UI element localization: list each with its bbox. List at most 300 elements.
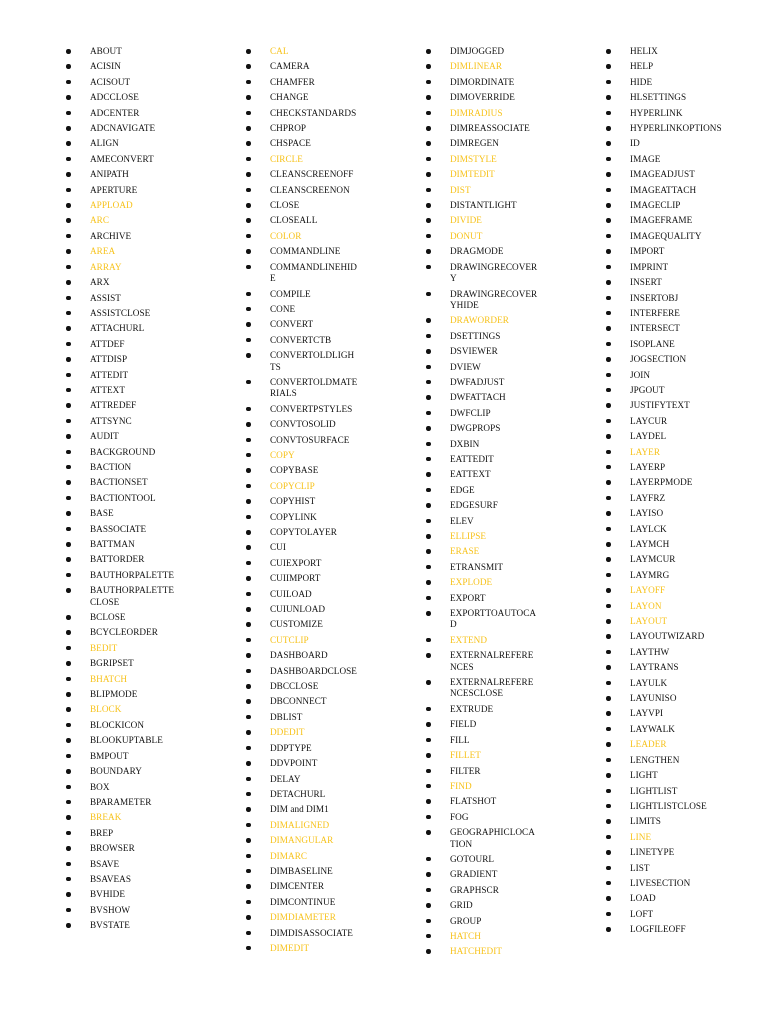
command-label: ISOPLANE <box>630 338 675 349</box>
list-item <box>606 708 724 723</box>
list-item <box>426 900 538 915</box>
command-label: ANIPATH <box>90 169 129 180</box>
list-item <box>66 92 178 107</box>
list-item <box>606 154 724 169</box>
command-label: CONE <box>270 303 296 314</box>
bullet-icon <box>66 296 71 301</box>
command-label: BLOCKICON <box>90 719 145 730</box>
list-item <box>426 200 538 215</box>
command-label: CUILOAD <box>270 588 312 599</box>
highlighted-command-label: DIMRADIUS <box>450 107 503 118</box>
list-item <box>66 431 178 446</box>
command-label: IMAGEADJUST <box>630 169 695 180</box>
list-item <box>606 924 724 939</box>
list-item <box>606 616 724 631</box>
list-item <box>426 946 538 961</box>
command-label: INTERFERE <box>630 307 680 318</box>
command-label: ARCHIVE <box>90 230 132 241</box>
list-item <box>606 447 724 462</box>
command-column-1 <box>66 46 178 936</box>
list-item <box>246 496 358 511</box>
bullet-icon <box>66 342 71 347</box>
bullet-icon <box>426 411 431 416</box>
highlighted-command-label: AREA <box>90 246 116 257</box>
list-item <box>246 820 358 835</box>
list-item <box>66 46 178 61</box>
list-item <box>426 812 538 827</box>
bullet-icon <box>426 949 431 954</box>
list-item <box>246 804 358 819</box>
command-label: LAYUNISO <box>630 693 677 704</box>
command-label: LAYLCK <box>630 523 667 534</box>
list-item <box>606 185 724 200</box>
command-label: APERTURE <box>90 184 138 195</box>
list-item <box>66 246 178 261</box>
command-label: BSAVE <box>90 858 120 869</box>
bullet-icon <box>246 622 251 627</box>
list-item <box>66 585 178 612</box>
bullet-icon <box>606 866 611 871</box>
list-item <box>426 154 538 169</box>
list-item <box>606 108 724 123</box>
command-label: ADCNAVIGATE <box>90 123 156 134</box>
list-item <box>66 920 178 935</box>
list-item <box>66 215 178 230</box>
bullet-icon <box>246 322 251 327</box>
list-item <box>66 874 178 889</box>
command-label: IMPORT <box>630 246 665 257</box>
list-item <box>426 827 538 854</box>
bullet-icon <box>606 373 611 378</box>
bullet-icon <box>426 318 431 323</box>
bullet-icon <box>606 218 611 223</box>
list-item <box>606 477 724 492</box>
list-item <box>66 200 178 215</box>
list-item <box>606 801 724 816</box>
list-item <box>426 562 538 577</box>
list-item <box>246 350 358 377</box>
list-item <box>66 782 178 797</box>
command-label: LAYOUTWIZARD <box>630 631 705 642</box>
list-item <box>426 215 538 230</box>
bullet-icon <box>66 630 71 635</box>
bullet-icon <box>246 715 251 720</box>
bullet-icon <box>426 172 431 177</box>
command-label: DASHBOARDCLOSE <box>270 665 357 676</box>
bullet-icon <box>246 761 251 766</box>
list-item <box>246 61 358 76</box>
bullet-icon <box>606 573 611 578</box>
bullet-icon <box>66 388 71 393</box>
bullet-icon <box>426 919 431 924</box>
list-item <box>426 577 538 592</box>
list-item <box>606 308 724 323</box>
bullet-icon <box>246 353 251 358</box>
highlighted-command-label: COPY <box>270 449 295 460</box>
command-label: IMAGECLIP <box>630 200 681 211</box>
command-label: CHAMFER <box>270 76 315 87</box>
bullet-icon <box>426 442 431 447</box>
command-label: EXTRUDE <box>450 703 494 714</box>
command-label: DDPTYPE <box>270 742 312 753</box>
list-item <box>66 77 178 92</box>
highlighted-command-label: LAYON <box>630 600 662 611</box>
highlighted-command-label: DDEDIT <box>270 727 305 738</box>
bullet-icon <box>426 95 431 100</box>
command-label: INSERTOBJ <box>630 292 679 303</box>
command-label: CONVERTOLDMATERIALS <box>270 376 358 399</box>
bullet-icon <box>606 804 611 809</box>
bullet-icon <box>606 342 611 347</box>
bullet-icon <box>426 365 431 370</box>
bullet-icon <box>66 111 71 116</box>
command-label: ELEV <box>450 515 474 526</box>
command-label: DBCCLOSE <box>270 681 319 692</box>
bullet-icon <box>246 484 251 489</box>
list-item <box>426 869 538 884</box>
command-label: ALIGN <box>90 138 119 149</box>
bullet-icon <box>246 172 251 177</box>
list-item <box>606 647 724 662</box>
list-item <box>246 666 358 681</box>
list-item <box>246 77 358 92</box>
bullet-icon <box>426 596 431 601</box>
list-item <box>426 423 538 438</box>
list-item <box>246 419 358 434</box>
bullet-icon <box>66 862 71 867</box>
list-item <box>66 828 178 843</box>
list-item <box>66 385 178 400</box>
list-item <box>606 539 724 554</box>
list-item <box>426 331 538 346</box>
bullet-icon <box>66 326 71 331</box>
bullet-icon <box>66 496 71 501</box>
list-item <box>426 677 538 704</box>
list-item <box>246 200 358 215</box>
bullet-icon <box>66 465 71 470</box>
command-label: LAYERPMODE <box>630 477 693 488</box>
bullet-icon <box>606 527 611 532</box>
list-item <box>66 138 178 153</box>
bullet-icon <box>66 203 71 208</box>
list-item <box>426 854 538 869</box>
bullet-icon <box>66 557 71 562</box>
list-item <box>66 61 178 76</box>
list-item <box>246 681 358 696</box>
highlighted-command-label: DIMDIAMETER <box>270 912 336 923</box>
highlighted-command-label: ARRAY <box>90 261 122 272</box>
command-label: COMMANDLINE <box>270 246 341 257</box>
bullet-icon <box>426 380 431 385</box>
list-item <box>606 246 724 261</box>
list-item <box>426 377 538 392</box>
bullet-icon <box>246 64 251 69</box>
command-label: ACISOUT <box>90 76 131 87</box>
bullet-icon <box>66 157 71 162</box>
list-item <box>66 524 178 539</box>
command-label: HYPERLINKOPTIONS <box>630 123 722 134</box>
bullet-icon <box>606 141 611 146</box>
list-item <box>66 493 178 508</box>
command-label: DWFCLIP <box>450 407 491 418</box>
list-item <box>66 751 178 766</box>
command-label: CONVTOSOLID <box>270 419 336 430</box>
highlighted-command-label: ERASE <box>450 546 480 557</box>
command-label: BACTIONSET <box>90 477 148 488</box>
list-item <box>606 46 724 61</box>
bullet-icon <box>66 908 71 913</box>
bullet-icon <box>66 265 71 270</box>
command-label: INSERT <box>630 277 662 288</box>
command-label: ETRANSMIT <box>450 561 504 572</box>
command-label: EDGE <box>450 484 475 495</box>
bullet-icon <box>606 588 611 593</box>
list-item <box>66 554 178 569</box>
list-item <box>426 516 538 531</box>
list-item <box>426 262 538 289</box>
command-label: ID <box>630 138 640 149</box>
highlighted-command-label: BHATCH <box>90 673 128 684</box>
bullet-icon <box>246 234 251 239</box>
command-label: DELAY <box>270 773 301 784</box>
command-label: CUSTOMIZE <box>270 619 323 630</box>
bullet-icon <box>426 738 431 743</box>
list-item <box>606 123 724 138</box>
bullet-icon <box>606 696 611 701</box>
command-label: CONVERTOLDLIGHTS <box>270 350 355 372</box>
command-label: BGRIPSET <box>90 658 134 669</box>
bullet-icon <box>606 465 611 470</box>
command-label: CUI <box>270 542 286 553</box>
bullet-icon <box>426 549 431 554</box>
command-label: GEOGRAPHICLOCATION <box>450 827 535 849</box>
command-label: DIMCENTER <box>270 881 325 892</box>
bullet-icon <box>246 931 251 936</box>
list-item <box>246 727 358 742</box>
list-item <box>246 542 358 557</box>
command-label: DRAWINGRECOVERYHIDE <box>450 288 538 310</box>
list-item <box>426 439 538 454</box>
list-item <box>66 735 178 750</box>
bullet-icon <box>606 95 611 100</box>
bullet-icon <box>606 711 611 716</box>
list-item <box>426 781 538 796</box>
command-label: LOFT <box>630 908 654 919</box>
list-item <box>426 885 538 900</box>
bullet-icon <box>246 468 251 473</box>
bullet-icon <box>606 819 611 824</box>
highlighted-command-label: LAYER <box>630 446 661 457</box>
command-label: LAYTHW <box>630 646 670 657</box>
list-item <box>606 277 724 292</box>
bullet-icon <box>246 638 251 643</box>
bullet-icon <box>66 738 71 743</box>
bullet-icon <box>246 438 251 443</box>
bullet-icon <box>66 846 71 851</box>
command-label: EDGESURF <box>450 500 498 511</box>
command-label: JUSTIFYTEXT <box>630 400 690 411</box>
bullet-icon <box>66 615 71 620</box>
bullet-icon <box>66 511 71 516</box>
list-item <box>426 608 538 635</box>
list-item <box>606 755 724 770</box>
command-label: DDVPOINT <box>270 758 318 769</box>
command-label: ADCCLOSE <box>90 92 139 103</box>
command-label: DBCONNECT <box>270 696 327 707</box>
bullet-icon <box>246 95 251 100</box>
list-item <box>426 531 538 546</box>
bullet-icon <box>66 311 71 316</box>
command-label: EATTEXT <box>450 469 491 480</box>
bullet-icon <box>426 488 431 493</box>
command-label: CUIIMPORT <box>270 573 321 584</box>
command-label: CLOSE <box>270 200 300 211</box>
bullet-icon <box>606 789 611 794</box>
list-item <box>606 231 724 246</box>
bullet-icon <box>606 49 611 54</box>
bullet-icon <box>66 357 71 362</box>
command-label: GRID <box>450 900 473 911</box>
list-item <box>246 46 358 61</box>
bullet-icon <box>426 934 431 939</box>
list-item <box>66 123 178 138</box>
bullet-icon <box>246 561 251 566</box>
bullet-icon <box>246 946 251 951</box>
bullet-icon <box>606 280 611 285</box>
command-column-2 <box>246 46 358 958</box>
command-label: BAUTHORPALETTE <box>90 569 175 580</box>
bullet-icon <box>426 903 431 908</box>
bullet-icon <box>606 80 611 85</box>
bullet-icon <box>606 249 611 254</box>
bullet-icon <box>606 681 611 686</box>
command-label: CHECKSTANDARDS <box>270 107 357 118</box>
command-label: LAYULK <box>630 677 668 688</box>
bullet-icon <box>606 434 611 439</box>
list-item <box>246 573 358 588</box>
list-item <box>426 169 538 184</box>
list-item <box>246 928 358 943</box>
list-item <box>246 512 358 527</box>
bullet-icon <box>246 746 251 751</box>
list-item <box>246 650 358 665</box>
bullet-icon <box>606 64 611 69</box>
list-item <box>606 431 724 446</box>
bullet-icon <box>66 588 71 593</box>
bullet-icon <box>66 646 71 651</box>
command-label: DIMDISASSOCIATE <box>270 927 353 938</box>
list-item <box>606 524 724 539</box>
bullet-icon <box>246 249 251 254</box>
bullet-icon <box>246 157 251 162</box>
bullet-icon <box>66 723 71 728</box>
bullet-icon <box>246 884 251 889</box>
list-item <box>66 643 178 658</box>
list-item <box>606 323 724 338</box>
list-item <box>66 674 178 689</box>
list-item <box>606 739 724 754</box>
command-label: FILL <box>450 734 470 745</box>
command-label: DWGPROPS <box>450 423 501 434</box>
highlighted-command-label: FILLET <box>450 750 481 761</box>
highlighted-command-label: DIMANGULAR <box>270 835 334 846</box>
list-item <box>66 766 178 781</box>
bullet-icon <box>606 172 611 177</box>
highlighted-command-label: HATCHEDIT <box>450 946 502 957</box>
bullet-icon <box>246 407 251 412</box>
bullet-icon <box>606 234 611 239</box>
command-label: CLEANSCREENOFF <box>270 169 354 180</box>
command-label: ACISIN <box>90 61 121 72</box>
bullet-icon <box>246 111 251 116</box>
list-item <box>66 539 178 554</box>
bullet-icon <box>426 888 431 893</box>
command-label: DBLIST <box>270 711 303 722</box>
list-item <box>606 847 724 862</box>
command-column-3 <box>426 46 538 962</box>
bullet-icon <box>606 419 611 424</box>
bullet-icon <box>246 576 251 581</box>
bullet-icon <box>246 530 251 535</box>
bullet-icon <box>246 515 251 520</box>
list-item <box>246 774 358 789</box>
list-item <box>66 859 178 874</box>
list-item <box>606 878 724 893</box>
bullet-icon <box>66 769 71 774</box>
bullet-icon <box>606 557 611 562</box>
command-label: CUIEXPORT <box>270 557 322 568</box>
command-label: BASE <box>90 508 114 519</box>
highlighted-command-label: CIRCLE <box>270 153 303 164</box>
bullet-icon <box>246 777 251 782</box>
highlighted-command-label: DRAWORDER <box>450 315 509 326</box>
command-label: BSAVEAS <box>90 873 132 884</box>
command-label: DXBIN <box>450 438 480 449</box>
command-label: LAYFRZ <box>630 492 666 503</box>
highlighted-command-label: EXTEND <box>450 634 488 645</box>
bullet-icon <box>426 141 431 146</box>
list-item <box>606 601 724 616</box>
bullet-icon <box>606 157 611 162</box>
command-label: HYPERLINK <box>630 107 683 118</box>
bullet-icon <box>66 800 71 805</box>
bullet-icon <box>246 838 251 843</box>
command-label: IMAGEATTACH <box>630 184 697 195</box>
list-item <box>606 724 724 739</box>
list-item <box>606 293 724 308</box>
list-item <box>246 758 358 773</box>
command-label: IMAGEFRAME <box>630 215 693 226</box>
list-item <box>66 262 178 277</box>
list-item <box>246 404 358 419</box>
command-label: LAYMCH <box>630 539 670 549</box>
list-item <box>426 750 538 765</box>
highlighted-command-label: CAL <box>270 46 289 56</box>
list-item <box>246 635 358 650</box>
bullet-icon <box>246 499 251 504</box>
list-item <box>606 354 724 369</box>
list-item <box>606 416 724 431</box>
list-item <box>606 570 724 585</box>
list-item <box>66 704 178 719</box>
bullet-icon <box>606 188 611 193</box>
highlighted-command-label: FIND <box>450 780 472 791</box>
bullet-icon <box>606 634 611 639</box>
list-item <box>246 262 358 289</box>
list-item <box>246 866 358 881</box>
command-label: JPGOUT <box>630 384 665 395</box>
list-item <box>246 527 358 542</box>
